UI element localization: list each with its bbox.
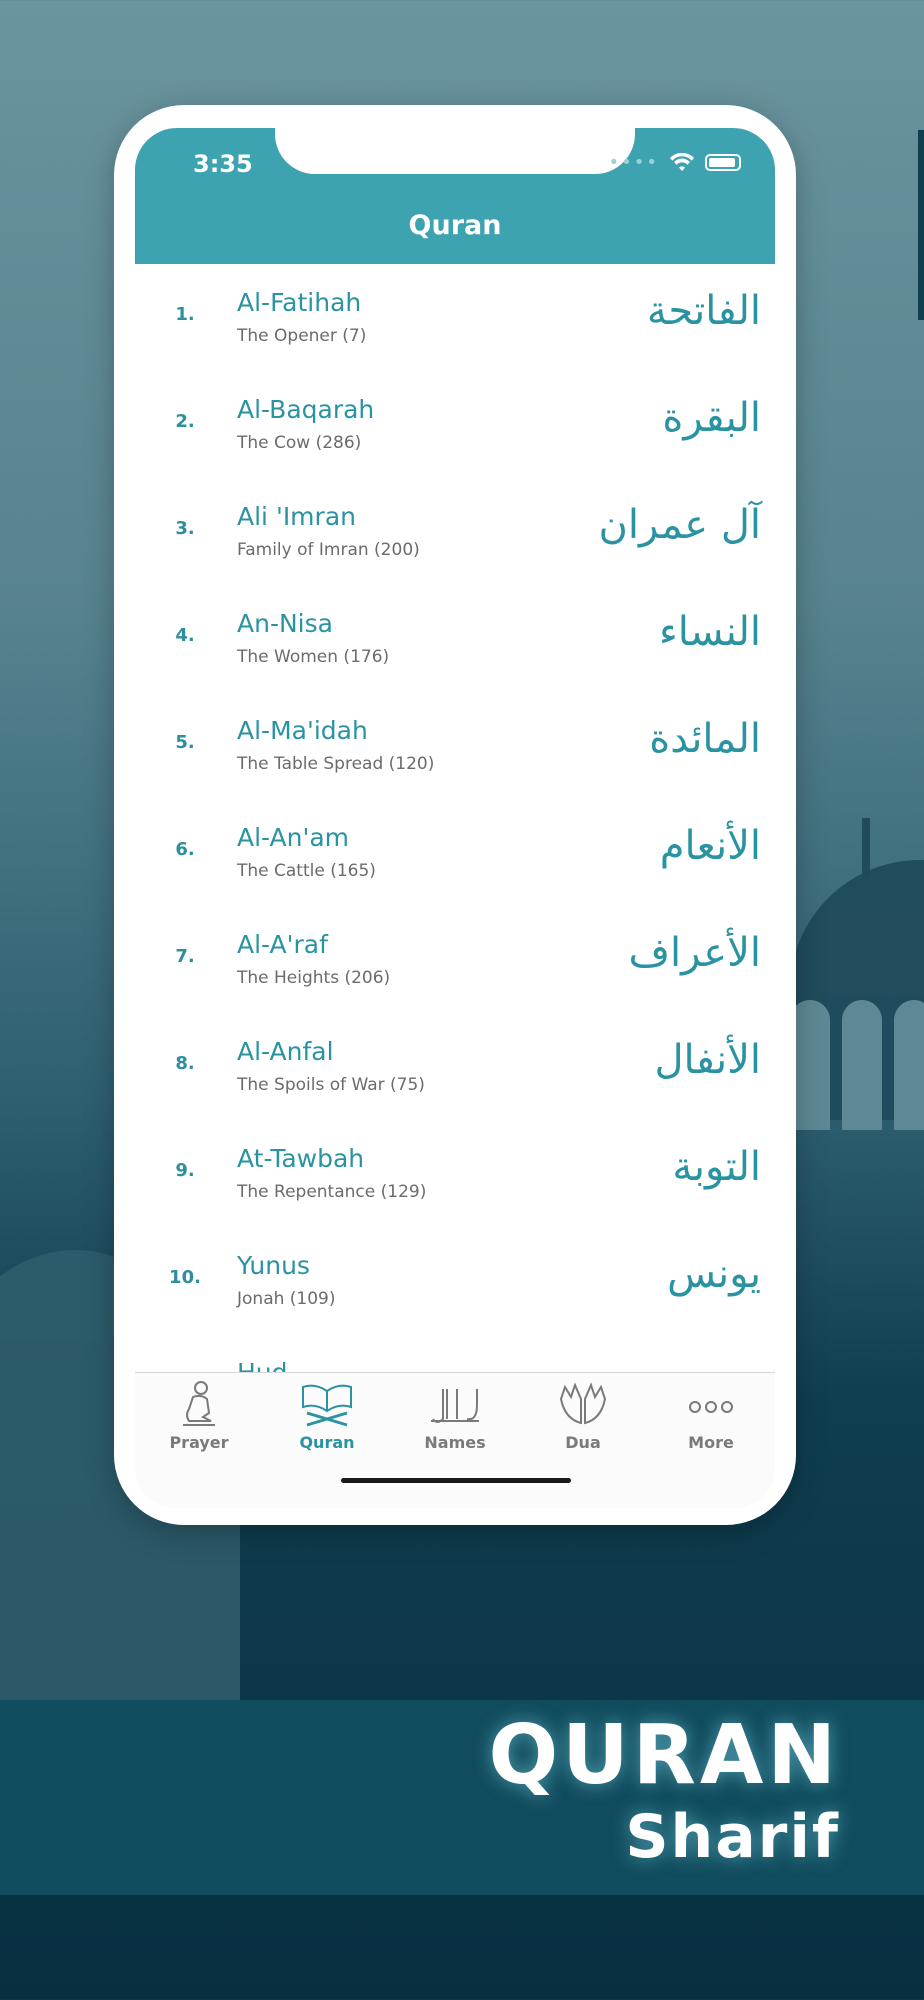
surah-name: Al-Fatihah xyxy=(237,288,362,317)
surah-number: 3. xyxy=(175,518,195,539)
surah-translation: The Heights (206) xyxy=(237,968,391,988)
surah-row[interactable] xyxy=(135,478,775,585)
surah-row[interactable] xyxy=(135,692,775,799)
surah-name: Al-An'am xyxy=(237,823,350,852)
surah-name: Al-Ma'idah xyxy=(237,716,368,745)
surah-translation: The Opener (7) xyxy=(237,326,367,346)
tab-quran[interactable] xyxy=(263,1379,391,1459)
signal-icon: •••• xyxy=(608,152,659,173)
prayer-icon xyxy=(177,1379,221,1429)
surah-row[interactable] xyxy=(135,585,775,692)
surah-arabic-name: يونس xyxy=(667,1251,761,1297)
tab-dua[interactable] xyxy=(519,1379,647,1459)
surah-number: 7. xyxy=(175,946,195,967)
surah-number: 1. xyxy=(175,304,195,325)
surah-name: At-Tawbah xyxy=(237,1144,365,1173)
quran-icon xyxy=(299,1379,355,1429)
surah-number: 8. xyxy=(175,1053,195,1074)
status-time: 3:35 xyxy=(193,150,253,178)
surah-translation: The Table Spread (120) xyxy=(237,754,435,774)
tab-label: Quran xyxy=(299,1433,355,1452)
banner-title: QURAN xyxy=(488,1708,840,1803)
surah-translation: The Cow (286) xyxy=(237,433,362,453)
surah-translation: Jonah (109) xyxy=(237,1289,336,1309)
surah-number: 9. xyxy=(175,1160,195,1181)
surah-row[interactable] xyxy=(135,799,775,906)
background-edge-bar xyxy=(918,130,924,320)
tab-label: Dua xyxy=(565,1433,601,1452)
surah-name: Yunus xyxy=(237,1251,310,1280)
surah-translation: The Women (176) xyxy=(237,647,390,667)
surah-row[interactable] xyxy=(135,264,775,371)
surah-arabic-name: الأنعام xyxy=(659,823,761,869)
names-icon xyxy=(427,1379,483,1429)
surah-row[interactable] xyxy=(135,371,775,478)
background-arch xyxy=(894,1000,924,1130)
surah-name: Al-Anfal xyxy=(237,1037,334,1066)
page-title: Quran xyxy=(408,210,502,241)
tab-prayer[interactable] xyxy=(135,1379,263,1459)
surah-row[interactable] xyxy=(135,906,775,1013)
background-arch xyxy=(790,1000,830,1130)
surah-arabic-name: التوبة xyxy=(672,1144,761,1190)
surah-translation: The Repentance (129) xyxy=(237,1182,427,1202)
surah-translation: Family of Imran (200) xyxy=(237,540,420,560)
tab-more[interactable] xyxy=(647,1379,775,1459)
phone-notch xyxy=(275,128,635,174)
background-arch xyxy=(842,1000,882,1130)
surah-arabic-name: البقرة xyxy=(662,395,761,441)
surah-name: Al-A'raf xyxy=(237,930,328,959)
surah-number: 6. xyxy=(175,839,195,860)
surah-number: 10. xyxy=(169,1267,201,1288)
wifi-icon xyxy=(669,153,695,173)
tab-label: More xyxy=(688,1433,734,1452)
surah-arabic-name: آل عمران xyxy=(598,502,761,548)
surah-arabic-name: المائدة xyxy=(649,716,761,762)
surah-name: Al-Baqarah xyxy=(237,395,375,424)
surah-list[interactable] xyxy=(135,264,775,1502)
surah-row[interactable] xyxy=(135,1120,775,1227)
tab-label: Names xyxy=(424,1433,486,1452)
surah-arabic-name: الأعراف xyxy=(628,930,761,976)
home-indicator[interactable] xyxy=(341,1478,571,1483)
banner-subtitle: Sharif xyxy=(625,1802,840,1872)
surah-number: 4. xyxy=(175,625,195,646)
surah-name: Ali 'Imran xyxy=(237,502,356,531)
tab-label: Prayer xyxy=(169,1433,229,1452)
status-icons xyxy=(609,152,741,173)
surah-number: 2. xyxy=(175,411,195,432)
nav-header xyxy=(135,128,775,264)
surah-name: An-Nisa xyxy=(237,609,333,638)
surah-translation: The Cattle (165) xyxy=(237,861,376,881)
phone-screen xyxy=(135,128,775,1508)
background-spire xyxy=(862,818,870,878)
surah-row[interactable] xyxy=(135,1227,775,1334)
more-icon xyxy=(683,1379,739,1429)
surah-arabic-name: الفاتحة xyxy=(646,288,761,334)
surah-arabic-name: النساء xyxy=(658,609,761,655)
tab-bar xyxy=(135,1372,775,1508)
dua-icon xyxy=(555,1379,611,1429)
surah-arabic-name: الأنفال xyxy=(654,1037,761,1083)
surah-number: 5. xyxy=(175,732,195,753)
battery-icon xyxy=(705,154,741,171)
surah-translation: The Spoils of War (75) xyxy=(237,1075,425,1095)
tab-names[interactable] xyxy=(391,1379,519,1459)
surah-row[interactable] xyxy=(135,1013,775,1120)
background-arches xyxy=(790,1000,924,1140)
